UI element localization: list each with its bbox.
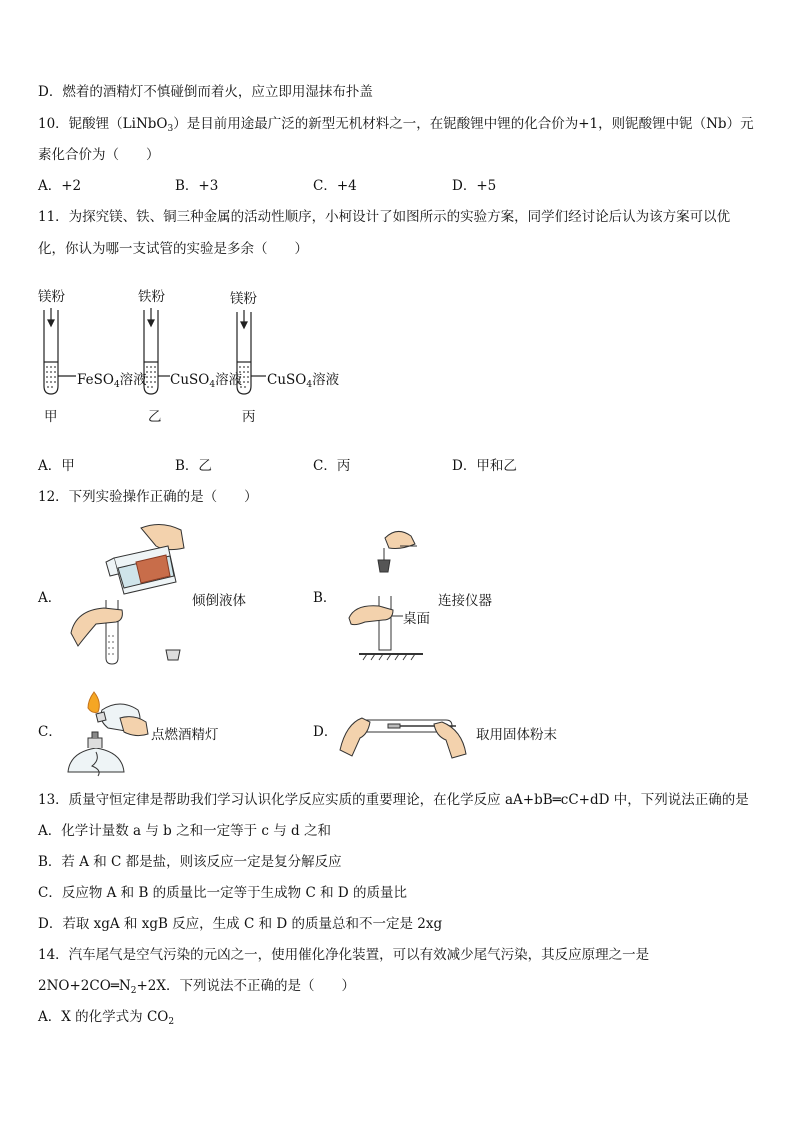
solution-sub: 4 (113, 380, 120, 390)
q10-option-b: B．+3 (175, 178, 219, 194)
q13-option-a: A．化学计量数 a 与 b 之和一定等于 c 与 d 之和 (38, 823, 331, 839)
q11-option-d: D．甲和乙 (452, 458, 517, 474)
q13-option-d: D．若取 xgA 和 xgB 反应，生成 C 和 D 的质量总和不一定是 2xg (38, 916, 443, 932)
q14-option-a-sub: 2 (168, 1017, 175, 1027)
q14-equation-part: +2X．下列说法不正确的是（ ） (136, 978, 355, 994)
taking-solid-powder-illustration (338, 700, 468, 760)
tube-jia-solution-label (77, 368, 147, 390)
solution-sub: 4 (306, 380, 313, 390)
q12-option-d-letter: D． (313, 724, 338, 740)
q10-option-c: C．+4 (313, 178, 357, 194)
q14-option-a (38, 1008, 174, 1031)
q11-stem-line2: 化，你认为哪一支试管的实验是多余（ ） (38, 241, 308, 257)
tube-yi-solution-label (170, 368, 242, 390)
tube-yi-powder-label: 铁粉 (138, 289, 165, 305)
q14-stem-line2 (38, 977, 355, 1000)
q11-option-c: C．丙 (313, 458, 351, 474)
solution-text: FeSO (77, 372, 114, 388)
tube-bing-name: 丙 (242, 409, 256, 425)
q11-option-b: B．乙 (175, 458, 212, 474)
q12-option-b-letter: B． (313, 590, 337, 606)
tube-jia-powder-label: 镁粉 (38, 289, 65, 305)
q13-stem: 13．质量守恒定律是帮助我们学习认识化学反应实质的重要理论，在化学反应 aA+bB═cC+dD 中，下列说法正确的是 (38, 792, 749, 808)
q14-stem-line1: 14．汽车尾气是空气污染的元凶之一，使用催化净化装置，可以有效减少尾气污染，其反应原理之一是 (38, 947, 650, 963)
q9-option-d: D．燃着的酒精灯不慎碰倒而着火，应立即用湿抹布扑盖 (38, 84, 373, 100)
solution-text: CuSO (170, 372, 210, 388)
q10-option-d: D．+5 (452, 178, 497, 194)
q12-option-c-caption: 点燃酒精灯 (151, 727, 219, 743)
q10-formula-sub: 3 (167, 124, 174, 134)
q12-option-d-caption: 取用固体粉末 (476, 727, 557, 743)
q12-option-a-caption: 倾倒液体 (192, 593, 246, 609)
q10-stem-part: ）是目前用途最广泛的新型无机材料之一，在铌酸锂中锂的化合价为+1，则铌酸锂中铌（Nb）元 (173, 116, 754, 132)
test-tube-figure (0, 300, 794, 430)
lighting-alcohol-lamp-illustration (62, 688, 152, 788)
q11-option-a: A．甲 (38, 458, 75, 474)
tube-jia-name: 甲 (44, 409, 58, 425)
tube-bing-powder-label: 镁粉 (230, 291, 257, 307)
test-tube-yi (144, 308, 170, 394)
solution-text: CuSO (267, 372, 307, 388)
solution-text: 溶液 (312, 372, 340, 388)
test-tube-jia (44, 308, 76, 394)
q12-option-b-caption: 连接仪器 (438, 593, 492, 609)
q12-option-c-letter: C． (38, 724, 62, 740)
solution-text: 溶液 (215, 372, 243, 388)
q10-stem-line1 (38, 115, 754, 138)
q13-option-c: C．反应物 A 和 B 的质量比一定等于生成物 C 和 D 的质量比 (38, 885, 407, 901)
q10-stem-line2: 素化合价为（ ） (38, 147, 160, 163)
q14-equation-part: 2NO+2CO═N (38, 978, 131, 994)
connecting-apparatus-illustration (345, 526, 445, 666)
q10-option-a: A．+2 (38, 178, 82, 194)
q12-option-a-letter: A． (38, 590, 62, 606)
q13-option-b: B．若 A 和 C 都是盐，则该反应一定是复分解反应 (38, 854, 342, 870)
q12-option-b-table-label: 桌面 (403, 611, 430, 627)
q10-stem-part: 10．铌酸锂（LiNbO (38, 116, 168, 132)
q14-equation-sub: 2 (130, 986, 137, 996)
tube-yi-name: 乙 (148, 409, 162, 425)
q11-stem-line1: 11．为探究镁、铁、铜三种金属的活动性顺序，小柯设计了如图所示的实验方案，同学们经讨论后认为该方案可以优 (38, 209, 731, 225)
pouring-liquid-illustration (66, 518, 196, 668)
solution-text: 溶液 (119, 372, 147, 388)
q12-stem: 12．下列实验操作正确的是（ ） (38, 489, 258, 505)
solution-sub: 4 (209, 380, 216, 390)
tube-bing-solution-label (267, 368, 339, 390)
q14-option-a-text: A．X 的化学式为 CO (38, 1009, 169, 1025)
